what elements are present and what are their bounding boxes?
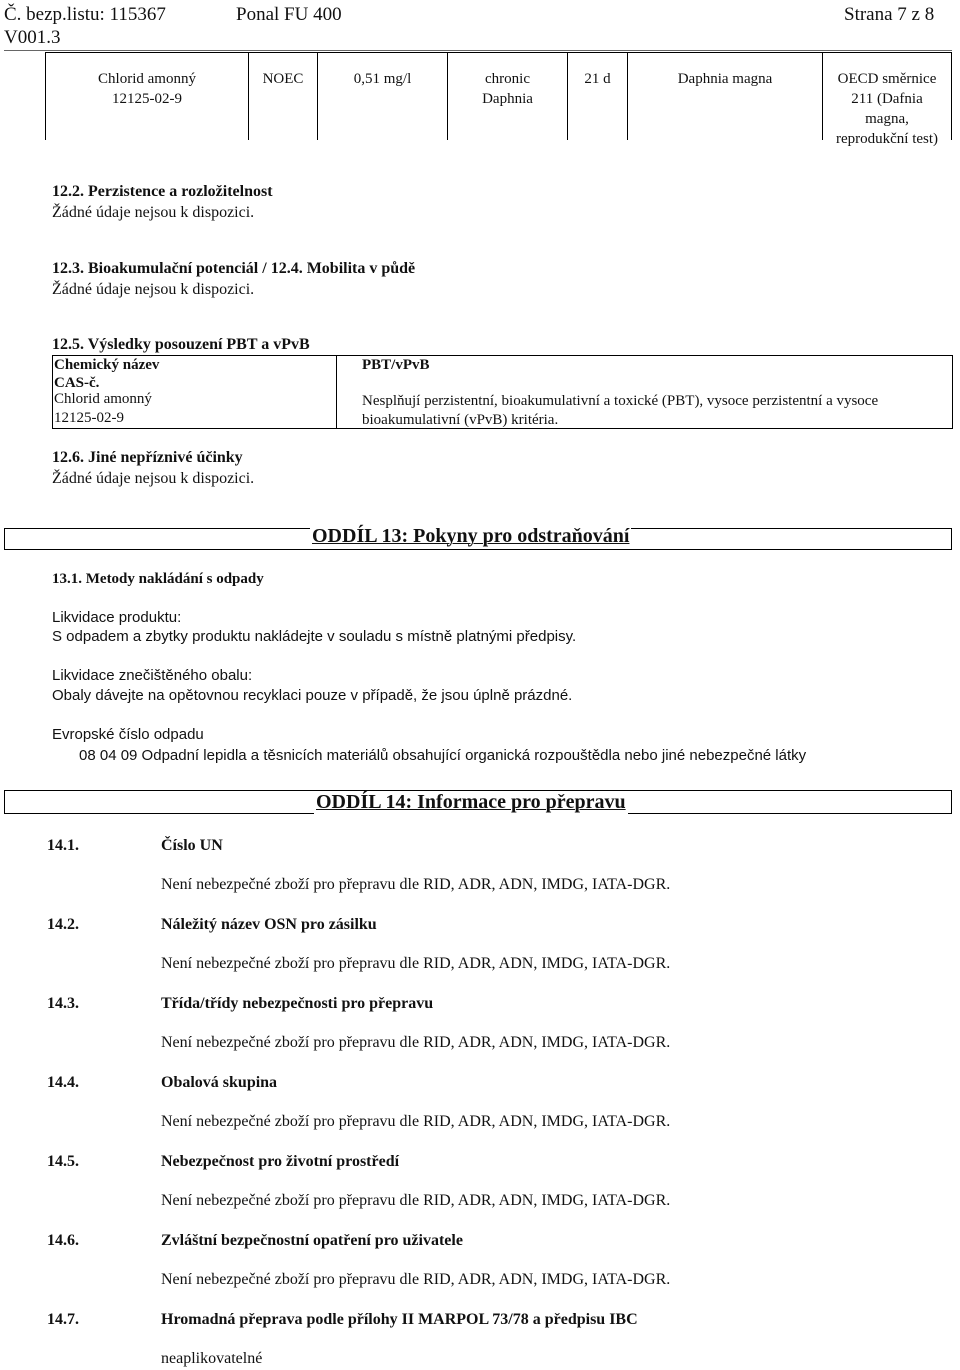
header-rule [4,50,952,51]
tox-exposure: chronic Daphnia [482,71,533,107]
tox-species: Daphnia magna [677,71,773,87]
section-12-6-title: 12.6. Jiné nepříznivé účinky [52,449,243,466]
transport-item-text: Není nebezpečné zboží pro přepravu dle RID, ADR, ADN, IMDG, IATA-DGR. [161,1271,671,1288]
tox-substance: Chlorid amonný 12125-02-9 [98,71,196,107]
section-12-2-title: 12.2. Perzistence a rozložitelnost [52,183,273,200]
transport-item-label: Nebezpečnost pro životní prostředí [161,1153,400,1170]
transport-item-text: Není nebezpečné zboží pro přepravu dle RID, ADR, ADN, IMDG, IATA-DGR. [161,1113,671,1130]
transport-item-num: 14.2. [47,916,79,933]
transport-item-num: 14.6. [47,1232,79,1249]
transport-item-label: Zvláštní bezpečnostní opatření pro uživatele [161,1232,463,1249]
pbt-result-line2: bioakumulativní (vPvB) kritéria. [362,412,559,428]
pbt-col-result: PBT/vPvB [362,357,430,373]
pbt-result-line1: Nesplňují perzistentní, bioakumulativní a toxické (PBT), vysoce perzistentní a vysoce [362,393,879,409]
pbt-col-cas: CAS-č. [54,375,100,391]
transport-item-label: Obalová skupina [161,1074,278,1091]
transport-item-label: Hromadná přeprava podle přílohy II MARPOL 73/78 a předpisu IBC [161,1311,638,1328]
pbt-substance-name: Chlorid amonný [54,391,152,407]
tox-method: OECD směrnice 211 (Dafnia magna, reprodukční test) [835,71,939,147]
page-number: Strana 7 z 8 [844,4,935,25]
section-13-1-title: 13.1. Metody nakládání s odpady [52,571,264,587]
transport-item-label: Číslo UN [161,837,223,854]
transport-item-text: neaplikovatelné [161,1350,263,1367]
section-12-2-text: Žádné údaje nejsou k dispozici. [52,204,255,221]
transport-item-text: Není nebezpečné zboží pro přepravu dle RID, ADR, ADN, IMDG, IATA-DGR. [161,1034,671,1051]
transport-item-text: Není nebezpečné zboží pro přepravu dle RID, ADR, ADN, IMDG, IATA-DGR. [161,876,671,893]
product-disposal-label: Likvidace produktu: [52,609,182,626]
tox-value: 0,51 mg/l [353,71,412,87]
transport-item-label: Náležitý název OSN pro zásilku [161,916,377,933]
section-12-3-text: Žádné údaje nejsou k dispozici. [52,281,255,298]
packaging-disposal-text: Obaly dávejte na opětovnou recyklaci pouze v případě, že jsou úplně prázdné. [52,687,573,704]
product-disposal-text: S odpadem a zbytky produktu nakládejte v souladu s místně platnými předpisy. [52,628,577,645]
transport-item-num: 14.5. [47,1153,79,1170]
waste-code-label: Evropské číslo odpadu [52,726,204,743]
table-top-border [45,52,952,53]
sheet-number: Č. bezp.listu: 115367 [4,4,166,25]
section-12-5-title: 12.5. Výsledky posouzení PBT a vPvB [52,336,310,353]
transport-item-label: Třída/třídy nebezpečnosti pro přepravu [161,995,434,1012]
pbt-substance-cas: 12125-02-9 [54,410,124,426]
transport-item-num: 14.3. [47,995,79,1012]
version: V001.3 [4,27,61,48]
tox-value-type: NOEC [262,71,304,87]
transport-item-text: Není nebezpečné zboží pro přepravu dle RID, ADR, ADN, IMDG, IATA-DGR. [161,955,671,972]
packaging-disposal-label: Likvidace znečištěného obalu: [52,667,253,684]
product-name: Ponal FU 400 [236,4,342,25]
transport-item-num: 14.1. [47,837,79,854]
section-12-6-text: Žádné údaje nejsou k dispozici. [52,470,255,487]
tox-time: 21 d [584,71,611,87]
section-12-3-title: 12.3. Bioakumulační potenciál / 12.4. Mobilita v půdě [52,260,416,277]
waste-code-text: 08 04 09 Odpadní lepidla a těsnicích materiálů obsahující organická rozpouštědla nebo jiné nebezpečné látky [79,747,807,764]
pbt-col-chemical-name: Chemický název [54,357,160,373]
section-13-title: ODDÍL 13: Pokyny pro odstraňování [312,525,630,547]
transport-item-num: 14.4. [47,1074,79,1091]
transport-item-text: Není nebezpečné zboží pro přepravu dle RID, ADR, ADN, IMDG, IATA-DGR. [161,1192,671,1209]
section-14-title: ODDÍL 14: Informace pro přepravu [316,791,626,813]
transport-item-num: 14.7. [47,1311,79,1328]
